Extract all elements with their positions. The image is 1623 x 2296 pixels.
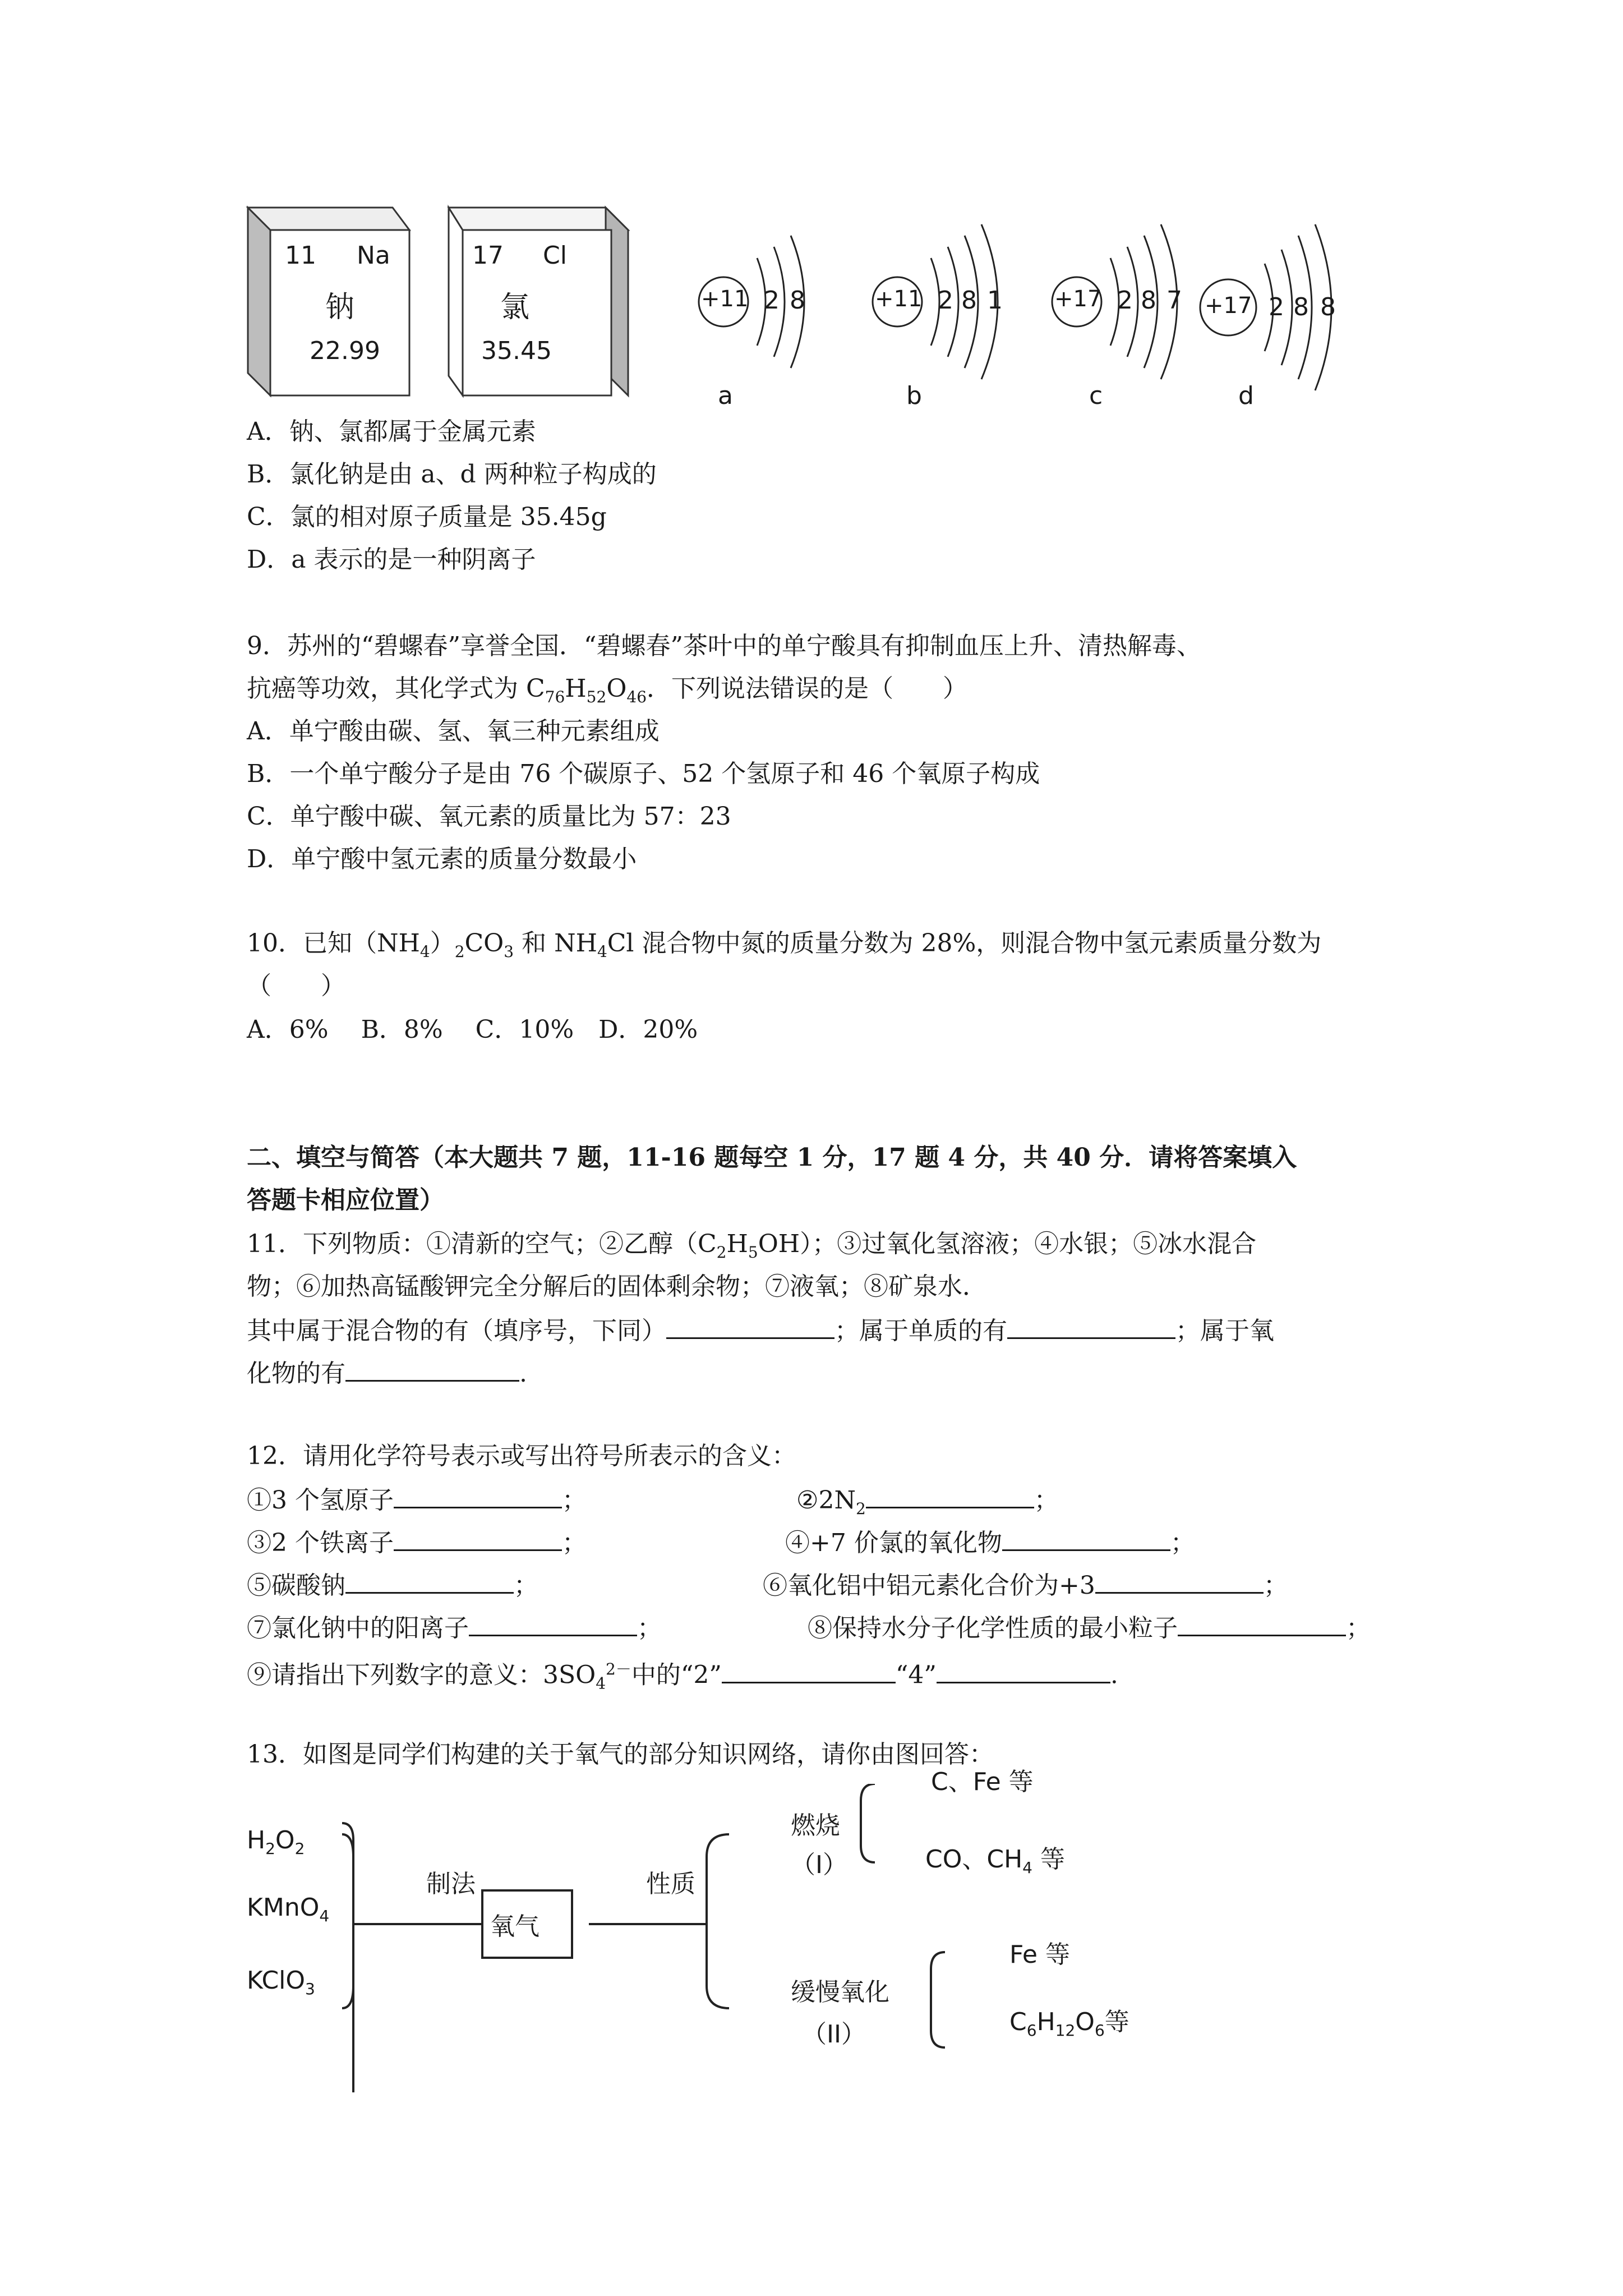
reactant-h2o2: $H_2O_2$: [247, 1826, 305, 1858]
options: A．6% B．8% C．10% D．20%: [247, 1015, 698, 1044]
question-stem-continued: 抗癌等功效，其化学式为 $C_{76}H_{52}O_{46}$．下列说法错误的是（ ）: [247, 674, 968, 706]
option-a: A．单宁酸由碳、氢、氧三种元素组成: [247, 717, 660, 746]
option-b: B．一个单宁酸分子是由 76 个碳原子、52 个氢原子和 46 个氧原子构成: [247, 760, 1040, 788]
answer-blank[interactable]: [469, 1610, 637, 1636]
answer-blank[interactable]: [666, 1313, 834, 1339]
option-d: D．单宁酸中氢元素的质量分数最小: [247, 845, 637, 873]
combustion-item: CO、$CH_4$ 等: [925, 1845, 1065, 1877]
answer-blank[interactable]: [1178, 1610, 1346, 1636]
property-label: 性质: [646, 1870, 695, 1898]
atom-shell-electrons: 8: [1293, 293, 1309, 321]
atom-shell-electrons: 8: [1320, 293, 1336, 321]
tile-symbol: Cl: [543, 241, 567, 270]
atom-shell-electrons: 2: [938, 286, 953, 315]
question-stem: 10．已知$(NH_4)_2CO_3$ 和 $NH_4Cl$ 混合物中氮的质量分数为 28%，则混合物中氢元素质量分数为: [247, 929, 1322, 961]
answer-blank[interactable]: [345, 1567, 514, 1594]
tile-symbol: Na: [357, 241, 390, 270]
option-c: C．氯的相对原子质量是 35.45g: [247, 503, 607, 531]
option-a: A．钠、氯都属于金属元素: [247, 417, 536, 446]
answer-blank[interactable]: [1007, 1313, 1175, 1339]
atom-shell-electrons: 2: [1117, 286, 1133, 315]
answer-blank[interactable]: [866, 1482, 1034, 1508]
answer-parentheses: （ ）: [247, 972, 345, 1000]
answer-blank[interactable]: [394, 1525, 562, 1551]
reactant-kmno4: KMnO$_4$: [247, 1893, 330, 1925]
atom-nucleus-charge: +11: [875, 286, 923, 312]
atom-nucleus-charge: +11: [701, 286, 749, 312]
preparation-label: 制法: [426, 1870, 476, 1898]
atom-shell-electrons: 8: [961, 286, 977, 315]
option-b: B．氯化钠是由 a、d 两种粒子构成的: [247, 460, 657, 489]
atom-shell-electrons: 2: [764, 286, 780, 315]
answer-blank[interactable]: [345, 1355, 519, 1382]
tile-atomic-number: 17: [472, 241, 504, 270]
atom-shell-electrons: 8: [790, 286, 805, 315]
option-c: C．单宁酸中碳、氧元素的质量比为 57：23: [247, 802, 731, 831]
answer-blank[interactable]: [722, 1657, 896, 1683]
atom-shell-electrons: 1: [987, 286, 1003, 315]
atom-nucleus-charge: +17: [1205, 293, 1252, 319]
answer-blank[interactable]: [1095, 1567, 1264, 1594]
element-tile-illustrations: [241, 202, 645, 404]
reactant-kclo3: KClO$_3$: [247, 1966, 315, 1998]
slow-oxidation-item: Fe 等: [1009, 1940, 1070, 1969]
tile-atomic-number: 11: [285, 241, 316, 270]
tile-atomic-mass: 35.45: [481, 337, 552, 365]
answer-blank[interactable]: [937, 1657, 1110, 1683]
question-stem: 9．苏州的“碧螺春”享誉全国．“碧螺春”茶叶中的单宁酸具有抑制血压上升、清热解毒、: [247, 632, 1201, 660]
atom-label: c: [1089, 381, 1103, 410]
atom-label: b: [906, 381, 922, 410]
answer-blank[interactable]: [1002, 1525, 1170, 1551]
atom-shell-electrons: 8: [1141, 286, 1156, 315]
slow-oxidation-number: （II）: [802, 2020, 866, 2049]
atom-shell-electrons: 7: [1166, 286, 1182, 315]
tile-atomic-mass: 22.99: [310, 337, 380, 365]
oxygen-box-label: 氧气: [490, 1912, 540, 1941]
combustion-label: 燃烧: [791, 1811, 840, 1840]
answer-blank[interactable]: [394, 1482, 562, 1508]
combustion-item: C、Fe 等: [931, 1768, 1034, 1796]
atom-label: d: [1238, 381, 1254, 410]
option-d: D．a 表示的是一种阴离子: [247, 545, 536, 574]
atom-nucleus-charge: +17: [1054, 286, 1102, 312]
slow-oxidation-label: 缓慢氧化: [791, 1978, 889, 2007]
tile-element-name: 钠: [325, 291, 355, 324]
atom-label: a: [718, 381, 733, 410]
atom-shell-electrons: 2: [1269, 293, 1284, 321]
slow-oxidation-item: $C_6H_{12}O_6$等: [1009, 2008, 1129, 2040]
tile-element-name: 氯: [500, 291, 530, 324]
combustion-number: （I）: [791, 1851, 847, 1879]
